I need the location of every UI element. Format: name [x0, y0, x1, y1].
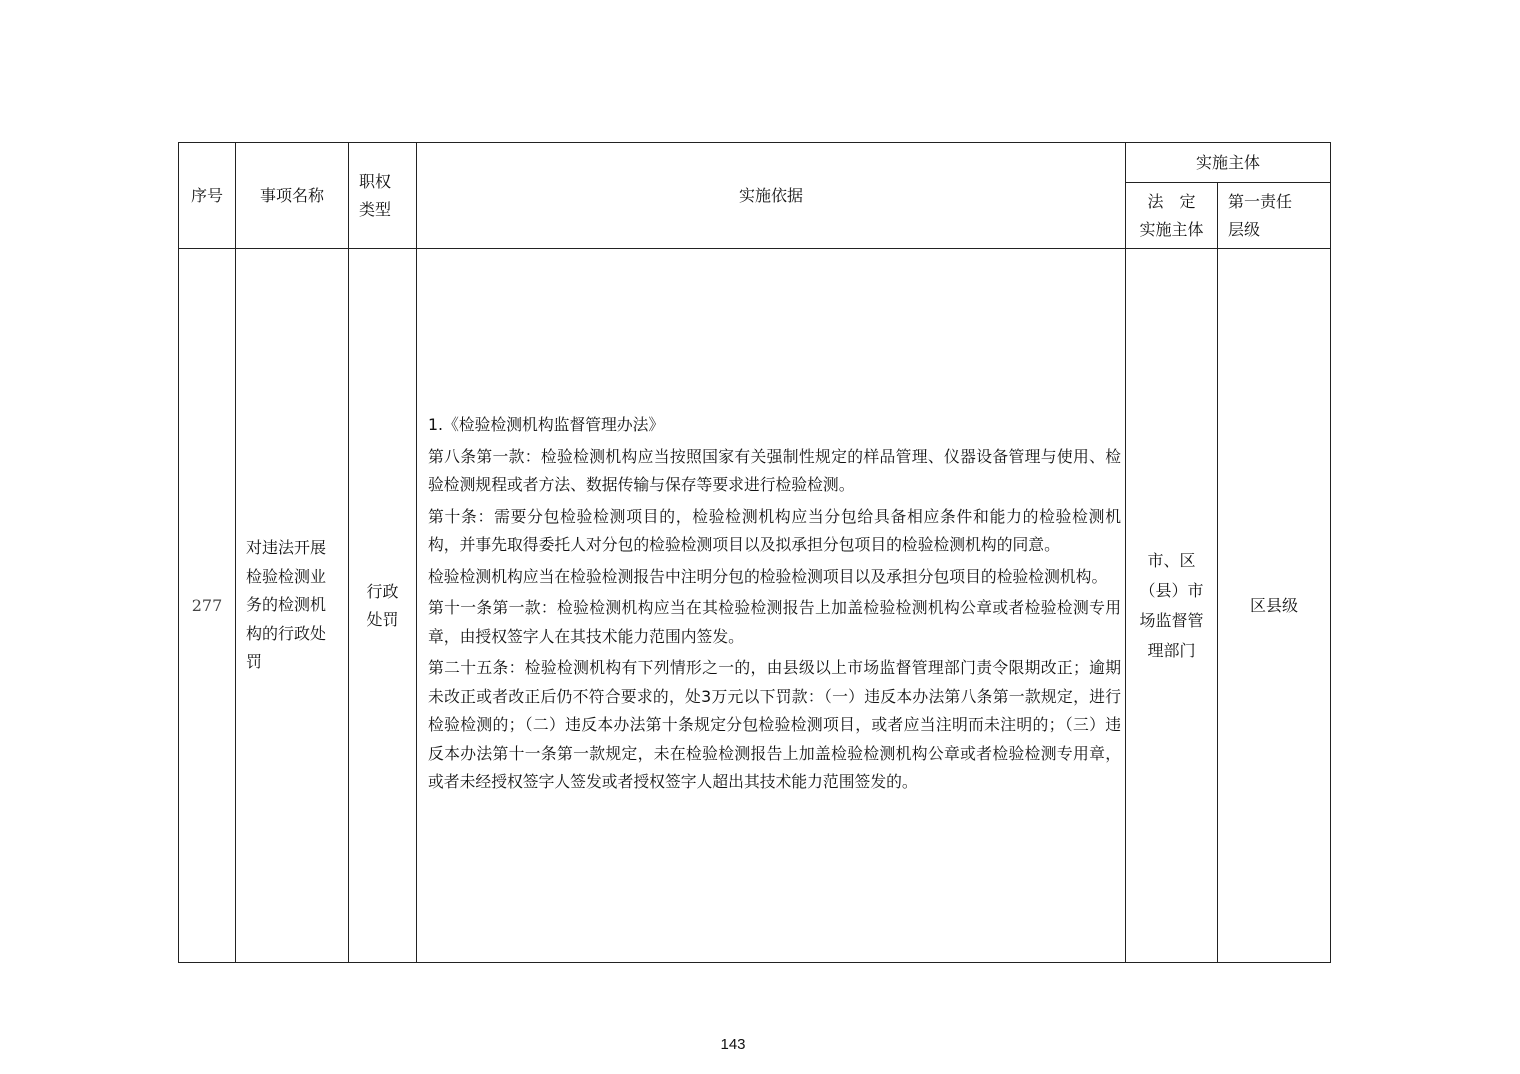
basis-paragraph: 第八条第一款：检验检测机构应当按照国家有关强制性规定的样品管理、仪器设备管理与使用、检验检测规程或者方法、数据传输与保存等要求进行检验检测。 [428, 446, 1121, 495]
header-impl-subject: 实施主体 [1126, 143, 1331, 183]
row-first-level: 区县级 [1218, 249, 1331, 963]
header-seq: 序号 [179, 143, 236, 249]
row-power-type: 行政处罚 [349, 249, 417, 963]
row-item-name: 对违法开展检验检测业务的检测机构的行政处罚 [236, 249, 349, 963]
header-first-level: 第一责任 层级 [1218, 183, 1331, 249]
header-item-name: 事项名称 [236, 143, 349, 249]
header-power-type: 职权 类型 [349, 143, 417, 249]
basis-paragraph: 第十条：需要分包检验检测项目的，检验检测机构应当分包给具备相应条件和能力的检验检测机构，并事先取得委托人对分包的检验检测项目以及拟承担分包项目的检验检测机构的同意。 [428, 506, 1121, 555]
page-number: 143 [720, 1036, 746, 1053]
header-legal-subject: 法 定 实施主体 [1126, 183, 1218, 249]
basis-paragraph: 检验检测机构应当在检验检测报告中注明分包的检验检测项目以及承担分包项目的检验检测机构。 [428, 566, 1108, 586]
row-seq: 277 [179, 249, 236, 963]
basis-paragraph: 第二十五条：检验检测机构有下列情形之一的，由县级以上市场监督管理部门责令限期改正；逾期未改正或者改正后仍不符合要求的，处3万元以下罚款：（一）违反本办法第八条第一款规定，进行检验检测的；（二）违反本办法第十条规定分包检验检测项目，或者应当注明而未注明的；（三）违反本办法第十一条第一款规定，未在检验检测报告上加盖检验检测机构公章或者检验检测专用章，或者未经授权签字人签发或者授权签字人超出其技术能力范围签发的。 [428, 658, 1121, 792]
header-basis: 实施依据 [417, 143, 1126, 249]
row-legal-subject: 市、区（县）市场监督管理部门 [1126, 249, 1218, 963]
basis-paragraph: 第十一条第一款：检验检测机构应当在其检验检测报告上加盖检验检测机构公章或者检验检测专用章，由授权签字人在其技术能力范围内签发。 [428, 598, 1121, 646]
basis-paragraph: 1.《检验检测机构监督管理办法》 [428, 415, 665, 435]
row-basis [417, 249, 1126, 963]
table-row [179, 249, 1331, 963]
authority-table [178, 142, 1331, 963]
